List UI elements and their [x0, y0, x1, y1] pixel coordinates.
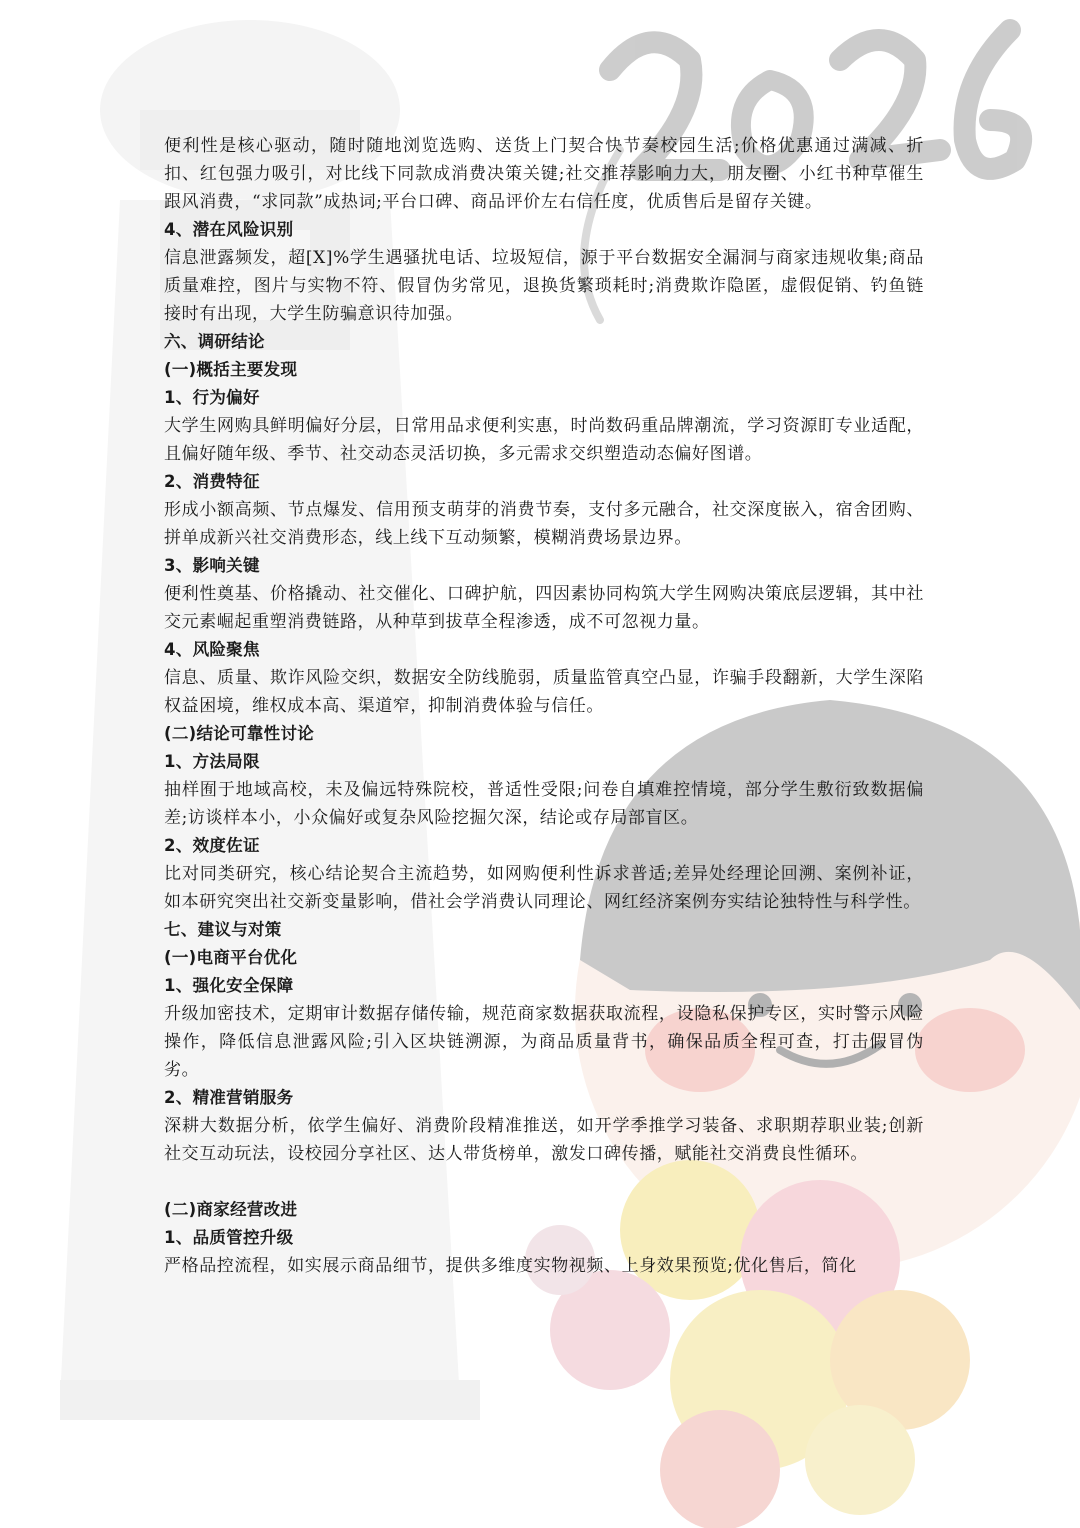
body-paragraph: 大学生网购具鲜明偏好分层，日常用品求便利实惠，时尚数码重品牌潮流，学习资源盯专业适配，且偏好随年级、季节、社交动态灵活切换，多元需求交织塑造动态偏好图谱。 — [164, 416, 924, 464]
body-paragraph: 形成小额高频、节点爆发、信用预支萌芽的消费节奏，支付多元融合，社交深度嵌入，宿舍团购、拼单成新兴社交消费形态，线上线下互动频繁，模糊消费场景边界。 — [164, 500, 924, 548]
section-heading: (一)概括主要发现 — [164, 360, 298, 379]
paragraph-spacer — [164, 1168, 924, 1196]
body-paragraph: 信息、质量、欺诈风险交织，数据安全防线脆弱，质量监管真空凸显，诈骗手段翻新，大学生深陷权益困境，维权成本高、渠道窄，抑制消费体验与信任。 — [164, 668, 924, 716]
section-heading: 六、调研结论 — [164, 332, 265, 351]
section-heading: 1、方法局限 — [164, 752, 260, 771]
body-paragraph: 严格品控流程，如实展示商品细节，提供多维度实物视频、上身效果预览;优化售后，简化 — [164, 1256, 857, 1276]
section-heading: 1、强化安全保障 — [164, 976, 294, 995]
section-heading: 3、影响关键 — [164, 556, 260, 575]
section-heading: 2、精准营销服务 — [164, 1088, 294, 1107]
body-paragraph: 抽样囿于地域高校，未及偏远特殊院校，普适性受限;问卷自填难控情境，部分学生敷衍致数据偏差;访谈样本小，小众偏好或复杂风险挖掘欠深，结论或存局部盲区。 — [164, 780, 924, 828]
body-paragraph: 便利性奠基、价格撬动、社交催化、口碑护航，四因素协同构筑大学生网购决策底层逻辑，其中社交元素崛起重塑消费链路，从种草到拔草全程渗透，成不可忽视力量。 — [164, 584, 924, 632]
section-heading: 1、品质管控升级 — [164, 1228, 294, 1247]
section-heading: (一)电商平台优化 — [164, 948, 298, 967]
body-paragraph: 比对同类研究，核心结论契合主流趋势，如网购便利性诉求普适;差异处经理论回溯、案例补证，如本研究突出社交新变量影响，借社会学消费认同理论、网红经济案例夯实结论独特性与科学性。 — [164, 864, 924, 912]
section-heading: 2、消费特征 — [164, 472, 260, 491]
section-heading: 4、风险聚焦 — [164, 640, 260, 659]
body-paragraph: 信息泄露频发，超[X]%学生遇骚扰电话、垃圾短信，源于平台数据安全漏洞与商家违规收集;商品质量难控，图片与实物不符、假冒伪劣常见，退换货繁琐耗时;消费欺诈隐匿，虚假促销、钓鱼链接时有出现，大学生防骗意识待加强。 — [164, 248, 924, 324]
section-heading: 1、行为偏好 — [164, 388, 260, 407]
section-heading: 4、潜在风险识别 — [164, 220, 294, 239]
section-heading: (二)商家经营改进 — [164, 1200, 298, 1219]
body-paragraph: 便利性是核心驱动，随时随地浏览选购、送货上门契合快节奏校园生活;价格优惠通过满减、折扣、红包强力吸引，对比线下同款成消费决策关键;社交推荐影响力大，朋友圈、小红书种草催生跟风消费，“求同款”成热词;平台口碑、商品评价左右信任度，优质售后是留存关键。 — [164, 136, 924, 212]
section-heading: 七、建议与对策 — [164, 920, 282, 939]
section-heading: (二)结论可靠性讨论 — [164, 724, 315, 743]
body-paragraph: 升级加密技术，定期审计数据存储传输，规范商家数据获取流程，设隐私保护专区，实时警示风险操作，降低信息泄露风险;引入区块链溯源，为商品质量背书，确保品质全程可查，打击假冒伪劣。 — [164, 1004, 924, 1080]
document-body — [164, 132, 924, 1280]
body-paragraph: 深耕大数据分析，依学生偏好、消费阶段精准推送，如开学季推学习装备、求职期荐职业装;创新社交互动玩法，设校园分享社区、达人带货榜单，激发口碑传播，赋能社交消费良性循环。 — [164, 1116, 924, 1164]
section-heading: 2、效度佐证 — [164, 836, 260, 855]
